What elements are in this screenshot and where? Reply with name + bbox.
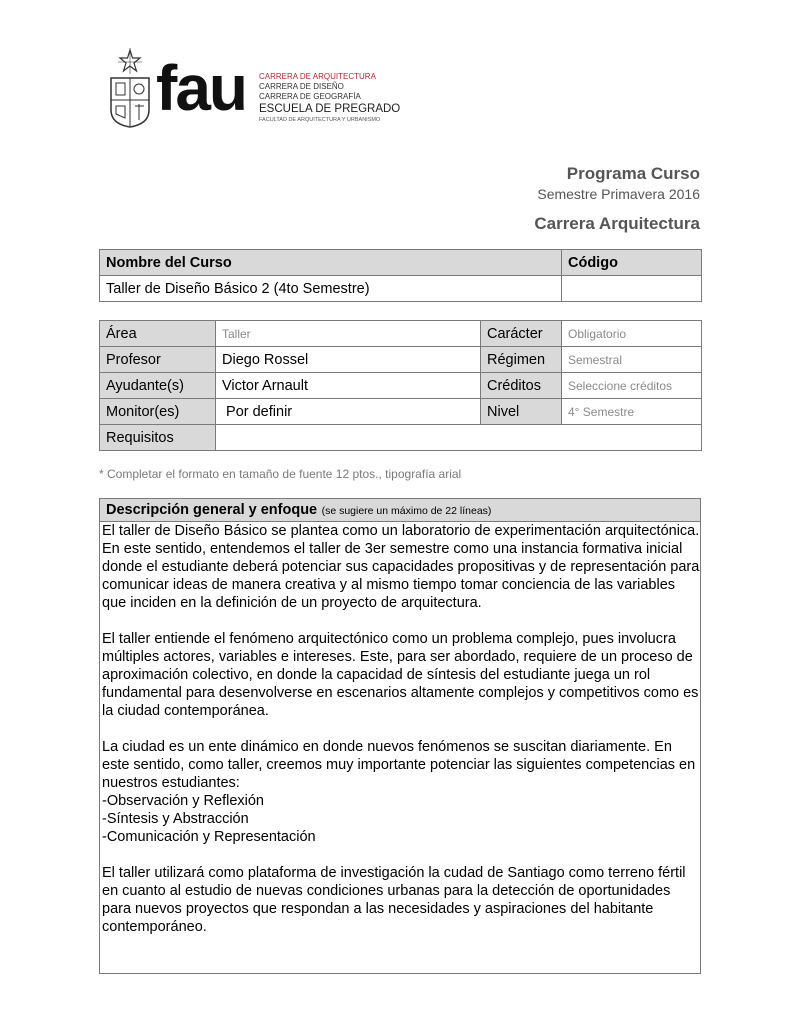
area-label: Área <box>100 321 216 347</box>
course-code-header: Código <box>562 250 702 276</box>
logo-line: FACULTAD DE ARQUITECTURA Y URBANISMO <box>259 116 381 123</box>
description-paragraph: La ciudad es un ente dinámico en donde nuevos fenómenos se suscitan diariamente. En este sentido, como taller, creemos muy importante potenciar las siguientes competencias en nuestros estudiantes: <box>102 739 696 791</box>
university-seal-icon <box>108 48 152 128</box>
page-title: Programa Curso <box>566 164 700 183</box>
logo-line: CARRERA DE ARQUITECTURA <box>259 72 376 81</box>
description-hint: (se sugiere un máximo de 22 líneas) <box>321 505 492 517</box>
caracter-label: Carácter <box>481 321 562 347</box>
table-row <box>100 347 702 373</box>
fau-wordmark: fau <box>156 52 246 124</box>
description-paragraph: El taller utilizará como plataforma de investigación la cudad de Santiago como terreno fértil en cuanto al estudio de nuevas condiciones urbanas para la detección de oportunidades para nuevos proyectos que respondan a las necesidades y aspiraciones del habitante contemporáneo. <box>102 865 686 935</box>
table-row <box>100 250 702 276</box>
description-header <box>100 499 700 522</box>
list-item: -Síntesis y Abstracción <box>102 811 249 827</box>
monitor-value[interactable]: Por definir <box>216 399 481 425</box>
nivel-label: Nivel <box>481 399 562 425</box>
course-table <box>99 249 702 302</box>
description-body[interactable] <box>100 522 700 936</box>
regimen-value[interactable]: Semestral <box>562 347 702 373</box>
description-paragraph: El taller entiende el fenómeno arquitectónico como un problema complejo, pues involucra múltiples actores, variables e intereses. Este, para ser abordado, requiere de un proceso de aproximación colectivo, en donde la capacidad de síntesis del estudiante juega un rol fundamental para desenvolverse en escenarios altamente complejos y competitivos como es la ciudad contemporánea. <box>102 631 699 719</box>
semester-label: Semestre Primavera 2016 <box>537 186 700 202</box>
creditos-label: Créditos <box>481 373 562 399</box>
course-name-value[interactable]: Taller de Diseño Básico 2 (4to Semestre) <box>100 276 562 302</box>
course-info-table <box>99 320 702 451</box>
table-row <box>100 399 702 425</box>
caracter-value[interactable]: Obligatorio <box>562 321 702 347</box>
table-row <box>100 373 702 399</box>
table-row <box>100 321 702 347</box>
profesor-label: Profesor <box>100 347 216 373</box>
monitor-label: Monitor(es) <box>100 399 216 425</box>
course-code-value[interactable] <box>562 276 702 302</box>
logo-line: CARRERA DE GEOGRAFÍA <box>259 92 361 101</box>
competencies-block <box>102 738 700 846</box>
regimen-label: Régimen <box>481 347 562 373</box>
description-section <box>99 498 701 974</box>
course-name-header: Nombre del Curso <box>100 250 562 276</box>
list-item: -Comunicación y Representación <box>102 829 316 845</box>
creditos-value[interactable]: Seleccione créditos <box>562 373 702 399</box>
requisitos-label: Requisitos <box>100 425 216 451</box>
title-block <box>534 163 700 235</box>
requisitos-value[interactable] <box>216 425 702 451</box>
ayudante-label: Ayudante(s) <box>100 373 216 399</box>
description-paragraph: El taller de Diseño Básico se plantea como un laboratorio de experimentación arquitectónica. En este sentido, entendemos el taller de 3er semestre como una instancia formativa inicial donde el estudiante deberá potenciar sus capacidades propositivas y de representación para comunicar ideas de manera creativa y al mismo tiempo tomar conciencia de las variables que inciden en la definición de un proyecto de arquitectura. <box>102 523 700 611</box>
list-item: -Observación y Reflexión <box>102 793 264 809</box>
logo-text-lines <box>259 73 409 123</box>
description-heading: Descripción general y enfoque <box>106 502 318 518</box>
area-value[interactable]: Taller <box>216 321 481 347</box>
nivel-value[interactable]: 4° Semestre <box>562 399 702 425</box>
career-label: Carrera Arquitectura <box>534 214 700 233</box>
ayudante-value[interactable]: Victor Arnault <box>216 373 481 399</box>
table-row <box>100 425 702 451</box>
fau-logo <box>108 48 408 132</box>
logo-line: ESCUELA DE PREGRADO <box>259 103 401 115</box>
logo-line: CARRERA DE DISEÑO <box>259 82 344 91</box>
profesor-value[interactable]: Diego Rossel <box>216 347 481 373</box>
format-note: * Completar el formato en tamaño de fuente 12 ptos., tipografía arial <box>99 467 462 481</box>
table-row <box>100 276 702 302</box>
